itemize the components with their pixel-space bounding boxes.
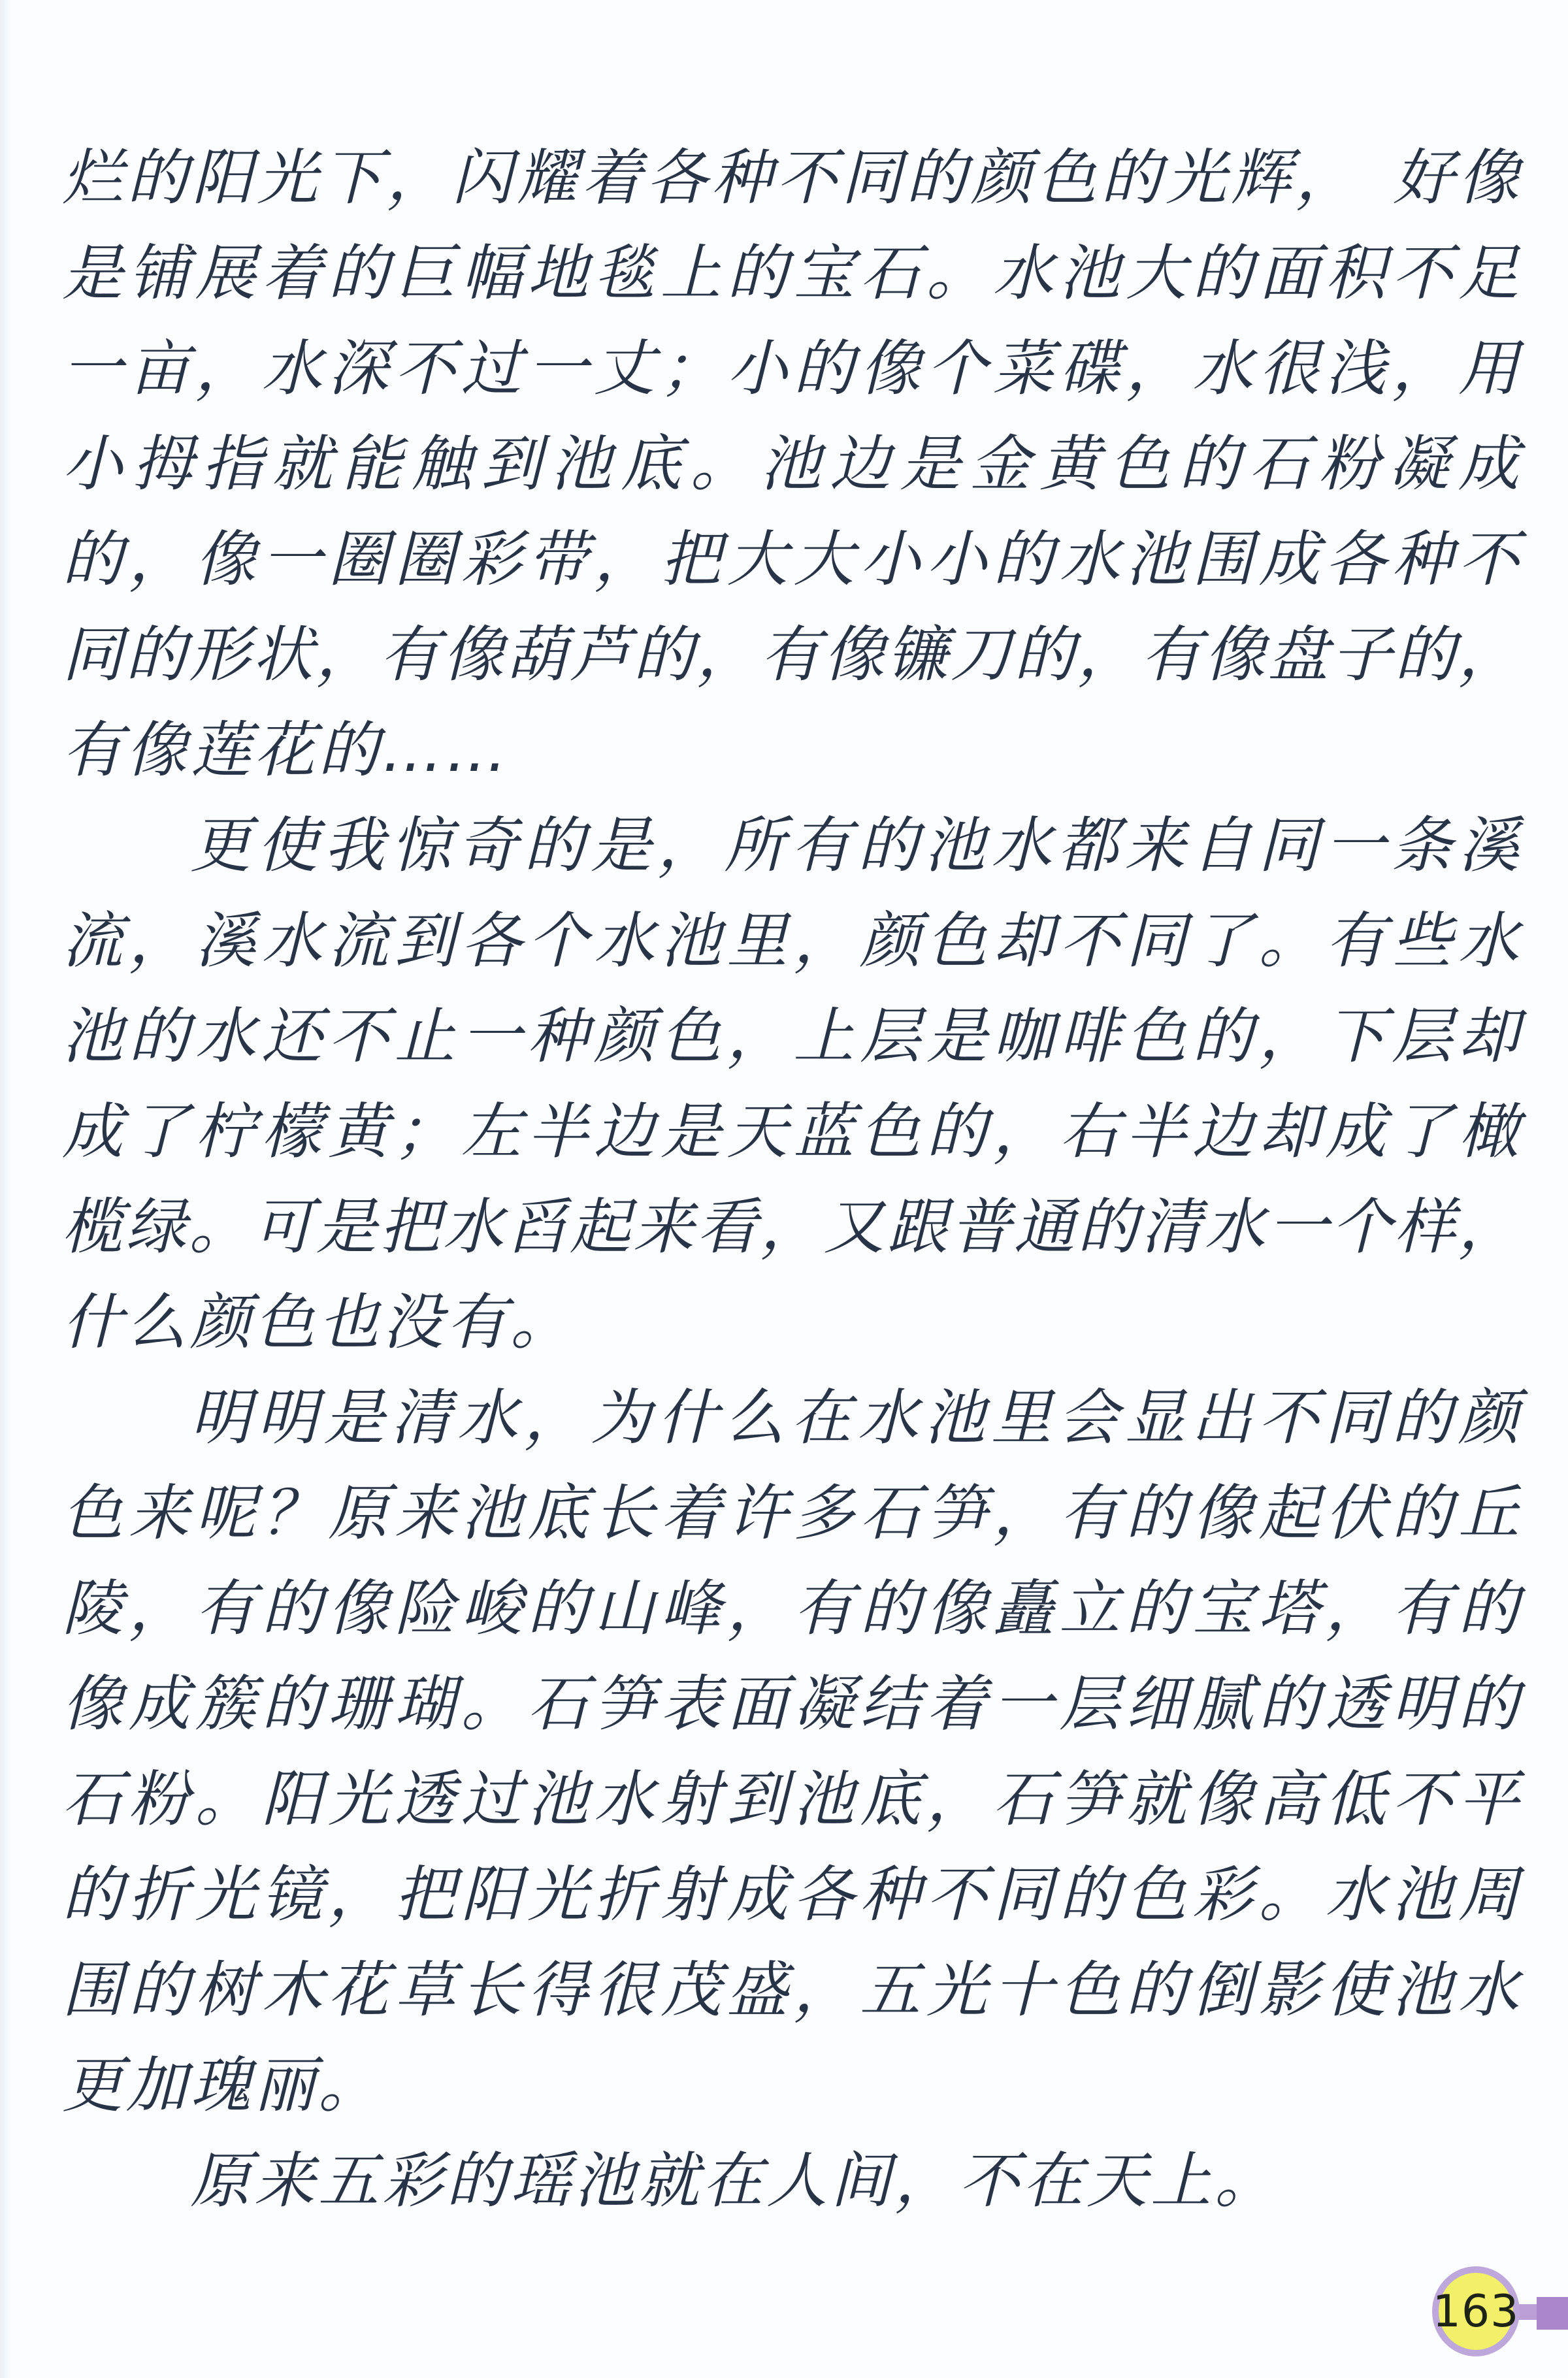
text-line: 流 ， 溪 水 流 到 各 个 水 池 里 ， 颜 色 却 不 同 了 。 有 些 水 xyxy=(62,905,1519,976)
text-line: 什么颜色也没有。 xyxy=(62,1287,574,1358)
text-line: 有像莲花的…… xyxy=(62,715,510,785)
text-line: 明 明 是 清 水 ， 为 什 么 在 水 池 里 会 显 出 不 同 的 颜 xyxy=(190,1382,1519,1453)
text-line: 更 使 我 惊 奇 的 是 ， 所 有 的 池 水 都 来 自 同 一 条 溪 xyxy=(190,810,1519,881)
text-line: 更加瑰丽。 xyxy=(62,2050,382,2121)
text-line: 色 来 呢 ？ 原 来 池 底 长 着 许 多 石 笋 ， 有 的 像 起 伏 的 丘 xyxy=(62,1478,1519,1548)
text-line: 像 成 簇 的 珊 瑚 。 石 笋 表 面 凝 结 着 一 层 细 腻 的 透 明 的 xyxy=(62,1669,1519,1739)
text-line: 的 折 光 镜 ， 把 阳 光 折 射 成 各 种 不 同 的 色 彩 。 水 池 周 xyxy=(62,1859,1519,1930)
text-line: 石 粉 。 阳 光 透 过 池 水 射 到 池 底 ， 石 笋 就 像 高 低 不 平 xyxy=(62,1764,1519,1834)
text-line: 原来五彩的瑶池就在人间，不在天上。 xyxy=(190,2145,1279,2216)
text-line: 小 拇 指 就 能 触 到 池 底 。 池 边 是 金 黄 色 的 石 粉 凝 成 xyxy=(62,429,1519,499)
page-badge-bar xyxy=(1537,2297,1568,2330)
text-line: 池 的 水 还 不 止 一 种 颜 色 ， 上 层 是 咖 啡 色 的 ， 下 层 却 xyxy=(62,1001,1519,1071)
text-line: 围 的 树 木 花 草 长 得 很 茂 盛 ， 五 光 十 色 的 倒 影 使 池 水 xyxy=(62,1955,1519,2025)
text-line: 是 铺 展 着 的 巨 幅 地 毯 上 的 宝 石 。 水 池 大 的 面 积 不 足 xyxy=(62,238,1519,308)
text-line: 一 亩 ， 水 深 不 过 一 丈 ； 小 的 像 个 菜 碟 ， 水 很 浅 ， 用 xyxy=(62,333,1519,404)
text-line: 同 的 形 状 ， 有 像 葫 芦 的 ， 有 像 镰 刀 的 ， 有 像 盘 子 的 ， xyxy=(62,619,1519,690)
text-line: 的 ， 像 一 圈 圈 彩 带 ， 把 大 大 小 小 的 水 池 围 成 各 种 不 xyxy=(62,524,1519,594)
page-number: 163 xyxy=(1432,2285,1520,2337)
page-number-circle xyxy=(1432,2266,1520,2356)
page-edge-shadow xyxy=(0,0,12,2378)
text-line: 成 了 柠 檬 黄 ； 左 半 边 是 天 蓝 色 的 ， 右 半 边 却 成 了 橄 xyxy=(62,1096,1519,1167)
text-line: 陵 ， 有 的 像 险 峻 的 山 峰 ， 有 的 像 矗 立 的 宝 塔 ， 有 的 xyxy=(62,1573,1519,1644)
text-line: 烂 的 阳 光 下 ， 闪 耀 着 各 种 不 同 的 颜 色 的 光 辉 ， 好 像 xyxy=(62,142,1519,213)
text-line: 榄 绿 。 可 是 把 水 舀 起 来 看 ， 又 跟 普 通 的 清 水 一 个 样 ， xyxy=(62,1192,1519,1262)
text-body xyxy=(62,130,1519,2228)
